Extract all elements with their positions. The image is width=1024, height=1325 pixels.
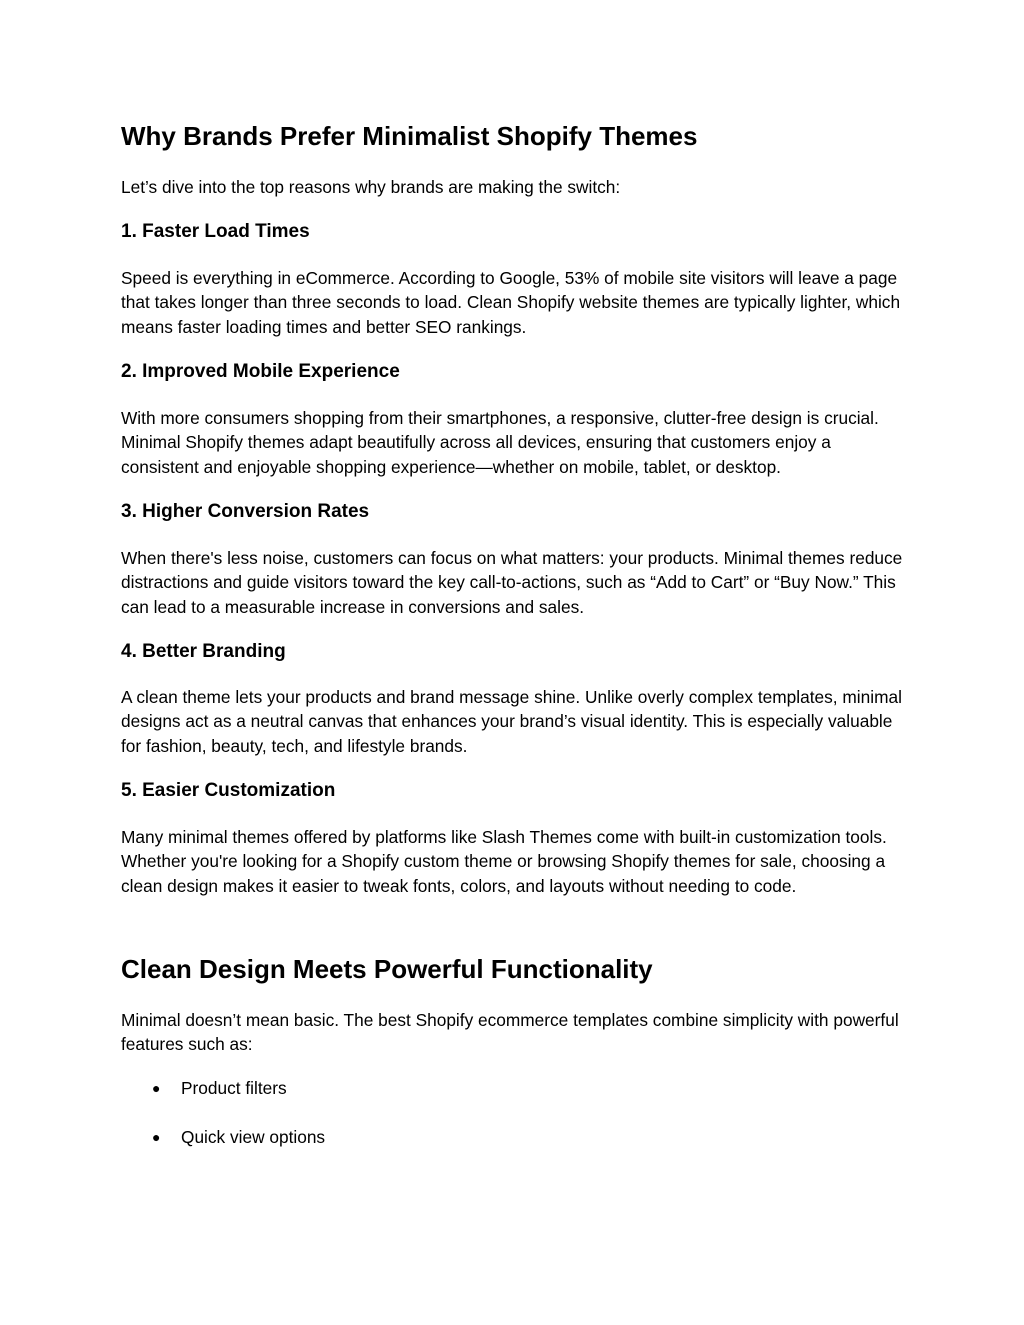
reason-heading-4: 4. Better Branding	[121, 641, 286, 662]
reason-body-2: With more consumers shopping from their smartphones, a responsive, clutter-free design is crucial. Minimal Shopify themes adapt beautifully across all devices, ensuring that customers enjoy a consistent and enjoyable shopping experience—whether on mobile, tablet, or desktop.	[121, 408, 879, 477]
section-title-clean-design: Clean Design Meets Powerful Functionality	[121, 954, 653, 984]
reason-body-3: When there's less noise, customers can focus on what matters: your products. Minimal themes reduce distractions and guide visitors toward the key call-to-actions, such as “Add to Cart” or “Buy Now.” This can lead to a measurable increase in conversions and sales.	[121, 548, 903, 617]
reason-body-5: Many minimal themes offered by platforms like Slash Themes come with built-in customization tools. Whether you're looking for a Shopify custom theme or browsing Shopify themes for sale, choosing a clean design makes it easier to tweak fonts, colors, and layouts without needing to code.	[121, 827, 887, 896]
reason-heading-3: 3. Higher Conversion Rates	[121, 501, 370, 522]
section-intro: Let’s dive into the top reasons why brands are making the switch:	[121, 177, 621, 197]
reason-body-1: Speed is everything in eCommerce. According to Google, 53% of mobile site visitors will leave a page that takes longer than three seconds to load. Clean Shopify website themes are typically lighter, which means faster loading times and better SEO rankings.	[121, 268, 901, 337]
section-intro-2: Minimal doesn’t mean basic. The best Shopify ecommerce templates combine simplicity with powerful features such as:	[121, 1010, 899, 1055]
bullet-icon: ●	[152, 1129, 161, 1145]
reason-heading-1: 1. Faster Load Times	[121, 221, 310, 242]
section-title-why-brands: Why Brands Prefer Minimalist Shopify Themes	[121, 121, 698, 151]
list-item-label: Product filters	[181, 1078, 287, 1098]
list-item-label: Quick view options	[181, 1127, 326, 1147]
reason-heading-5: 5. Easier Customization	[121, 780, 336, 801]
reason-body-4: A clean theme lets your products and brand message shine. Unlike overly complex templates, minimal designs act as a neutral canvas that enhances your brand’s visual identity. This is especially valuable for fashion, beauty, tech, and lifestyle brands.	[121, 687, 902, 756]
bullet-icon: ●	[152, 1080, 161, 1096]
reason-heading-2: 2. Improved Mobile Experience	[121, 361, 400, 382]
